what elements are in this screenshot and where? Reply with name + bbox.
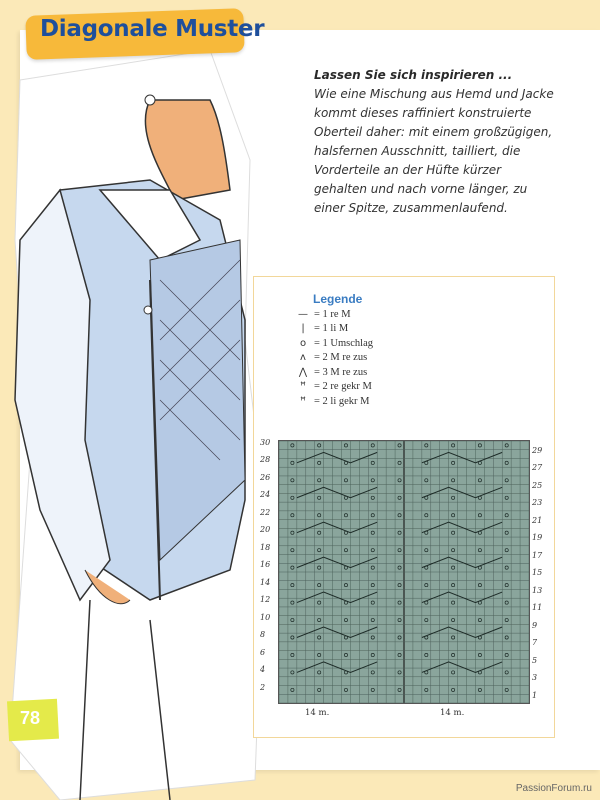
stitch-mark [344,584,347,587]
stitch-mark [291,566,294,569]
row-label-left: 12 [260,595,271,605]
stitch-mark [452,531,455,534]
stitch-motif [422,487,502,497]
legend-label: = 2 M re zus [314,352,368,364]
stitch-motif [422,627,502,637]
stitch-count-left: 14 m. [305,708,330,718]
page-title: Diagonale Muster [40,16,265,42]
stitch-mark [398,653,401,656]
stitch-motif [422,522,502,532]
stitch-mark [452,601,455,604]
legend-row [292,307,373,322]
intro-text [314,66,554,218]
stitch-mark [452,444,455,447]
stitch-mark [318,514,321,517]
stitch-mark [452,496,455,499]
row-label-left: 22 [260,507,271,517]
stitch-mark [452,688,455,691]
stitch-mark [478,688,481,691]
row-label-left: 30 [260,438,271,447]
intro-body: Wie eine Mischung aus Hemd und Jacke kommt dieses raffiniert konstruierte Oberteil daher: mit einem großzügigen, halsfernen Ausschnitt, tailliert, die Vorderteile an der Hüfte kürzer gehalten und nach vorne länger, zu einer Spitze, zusammenlaufend. [314,87,554,215]
stitch-motif [297,522,377,532]
stitch-mark [318,618,321,621]
row-label-left: 16 [260,560,271,570]
stitch-motif [297,557,377,567]
stitch-mark [398,618,401,621]
stitch-mark [371,514,374,517]
stitch-mark [291,618,294,621]
stitch-mark [344,496,347,499]
stitch-mark [478,549,481,552]
row-label-right: 19 [532,533,543,543]
stitch-mark [291,531,294,534]
stitch-mark [371,601,374,604]
stitch-mark [371,479,374,482]
knitting-chart-svg [279,441,529,703]
stitch-mark [371,566,374,569]
stitch-mark [344,479,347,482]
stitch-mark [505,514,508,517]
stitch-mark [291,496,294,499]
stitch-mark [452,514,455,517]
stitch-mark [505,601,508,604]
stitch-mark [505,653,508,656]
legend-label: = 2 re gekr M [314,381,372,393]
stitch-mark [291,636,294,639]
stitch-motif [297,487,377,497]
stitch-mark [505,461,508,464]
row-label-right: 25 [532,480,543,490]
row-label-right: 7 [532,638,538,648]
stitch-mark [291,671,294,674]
row-label-right: 21 [532,515,543,525]
stitch-mark [291,653,294,656]
stitch-mark [425,653,428,656]
row-label-right: 13 [532,585,543,595]
stitch-mark [398,461,401,464]
stitch-mark [318,496,321,499]
stitch-mark [318,636,321,639]
row-label-left: 28 [260,455,271,465]
stitch-mark [371,444,374,447]
stitch-mark [344,671,347,674]
stitch-mark [478,496,481,499]
stitch-mark [344,549,347,552]
stitch-mark [398,636,401,639]
stitch-mark [425,479,428,482]
row-label-right: 15 [532,568,543,578]
stitch-mark [371,618,374,621]
stitch-mark [505,688,508,691]
stitch-mark [425,461,428,464]
stitch-mark [291,584,294,587]
stitch-mark [425,549,428,552]
row-label-left: 24 [260,490,271,500]
stitch-mark [318,688,321,691]
stitch-mark [478,444,481,447]
stitch-mark [344,514,347,517]
stitch-mark [452,584,455,587]
stitch-mark [452,549,455,552]
stitch-motif [422,557,502,567]
stitch-mark [398,496,401,499]
knitting-chart-grid [278,440,530,704]
stitch-mark [452,479,455,482]
stitch-mark [344,531,347,534]
row-label-left: 2 [260,682,266,692]
stitch-mark [425,444,428,447]
stitch-mark [398,514,401,517]
stitch-mark [344,688,347,691]
stitch-mark [398,671,401,674]
stitch-mark [291,601,294,604]
stitch-mark [452,653,455,656]
row-label-right: 27 [532,463,543,473]
stitch-motif [422,452,502,462]
legend-symbol: ꟸ [300,395,306,407]
legend-label: = 3 M re zus [314,366,368,378]
stitch-mark [425,514,428,517]
stitch-mark [452,461,455,464]
stitch-mark [318,653,321,656]
stitch-mark [425,688,428,691]
stitch-mark [478,653,481,656]
stitch-mark [505,584,508,587]
stitch-mark [478,601,481,604]
stitch-mark [371,636,374,639]
stitch-mark [505,444,508,447]
stitch-mark [452,671,455,674]
stitch-mark [398,444,401,447]
legend-label: = 2 li gekr M [314,395,370,407]
stitch-mark [478,636,481,639]
row-label-left: 10 [260,612,271,622]
stitch-mark [425,584,428,587]
row-label-left: 6 [260,647,266,657]
stitch-mark [318,601,321,604]
stitch-mark [505,671,508,674]
stitch-motif [297,627,377,637]
intro-lead: Lassen Sie sich inspirieren ... [314,68,513,82]
row-label-left: 20 [260,525,271,535]
stitch-mark [371,584,374,587]
stitch-mark [425,618,428,621]
stitch-mark [452,566,455,569]
row-label-left: 4 [260,665,266,675]
row-label-right: 29 [532,446,543,455]
stitch-mark [425,496,428,499]
stitch-mark [478,566,481,569]
stitch-mark [478,584,481,587]
stitch-mark [505,531,508,534]
stitch-mark [291,444,294,447]
row-label-right: 17 [532,550,543,560]
stitch-mark [371,549,374,552]
row-label-left: 8 [260,630,266,640]
stitch-mark [291,514,294,517]
stitch-mark [398,688,401,691]
watermark: PassionForum.ru [515,783,592,794]
legend [292,307,373,409]
stitch-mark [505,566,508,569]
stitch-mark [344,566,347,569]
stitch-mark [318,461,321,464]
stitch-mark [371,688,374,691]
stitch-count-right: 14 m. [440,708,465,718]
stitch-mark [425,601,428,604]
row-label-left: 18 [260,542,271,552]
stitch-mark [425,566,428,569]
stitch-mark [398,584,401,587]
stitch-mark [371,496,374,499]
page-number: 78 [20,708,41,728]
stitch-mark [344,618,347,621]
row-label-right: 5 [532,655,538,665]
stitch-mark [318,584,321,587]
stitch-mark [398,549,401,552]
stitch-mark [505,479,508,482]
legend-symbol: — [298,308,308,320]
fashion-illustration [0,40,270,800]
stitch-mark [291,461,294,464]
stitch-mark [318,531,321,534]
stitch-mark [318,479,321,482]
row-label-right: 23 [532,498,543,508]
legend-row [292,336,373,351]
legend-row [292,394,373,409]
stitch-mark [318,549,321,552]
legend-symbol: ⋀ [298,366,308,378]
stitch-mark [344,601,347,604]
stitch-mark [344,461,347,464]
row-label-left: 14 [260,577,271,587]
stitch-mark [452,618,455,621]
stitch-mark [398,479,401,482]
stitch-mark [478,671,481,674]
legend-label: = 1 li M [314,323,349,335]
stitch-mark [478,531,481,534]
stitch-mark [398,601,401,604]
legend-row [292,351,373,366]
stitch-motif [297,662,377,672]
stitch-mark [318,444,321,447]
stitch-mark [344,636,347,639]
row-label-right: 1 [532,690,538,700]
stitch-mark [344,653,347,656]
legend-symbol: o [299,337,307,349]
row-label-left: 26 [260,472,271,482]
stitch-motif [297,452,377,462]
stitch-mark [505,549,508,552]
legend-label: = 1 re M [314,308,351,320]
stitch-mark [371,653,374,656]
legend-row [292,322,373,337]
legend-symbol: ꟸ [300,381,306,393]
stitch-mark [505,496,508,499]
stitch-mark [425,636,428,639]
stitch-motif [422,592,502,602]
stitch-mark [371,531,374,534]
stitch-mark [478,514,481,517]
legend-symbol: ʌ [300,352,306,364]
stitch-mark [291,479,294,482]
stitch-mark [291,549,294,552]
legend-row [292,380,373,395]
row-label-right: 11 [532,603,543,613]
stitch-mark [505,618,508,621]
stitch-mark [478,618,481,621]
stitch-mark [478,479,481,482]
stitch-mark [291,688,294,691]
stitch-mark [425,671,428,674]
stitch-mark [318,566,321,569]
stitch-mark [344,444,347,447]
legend-symbol: | [301,323,305,335]
stitch-mark [425,531,428,534]
legend-row [292,365,373,380]
stitch-motif [297,592,377,602]
legend-label: = 1 Umschlag [314,337,373,349]
row-label-right: 3 [532,673,538,683]
row-label-right: 9 [532,620,538,630]
stitch-mark [398,531,401,534]
stitch-mark [505,636,508,639]
stitch-mark [478,461,481,464]
stitch-mark [398,566,401,569]
stitch-mark [371,461,374,464]
legend-title: Legende [313,292,363,306]
stitch-mark [452,636,455,639]
stitch-motif [422,662,502,672]
stitch-mark [318,671,321,674]
stitch-mark [371,671,374,674]
